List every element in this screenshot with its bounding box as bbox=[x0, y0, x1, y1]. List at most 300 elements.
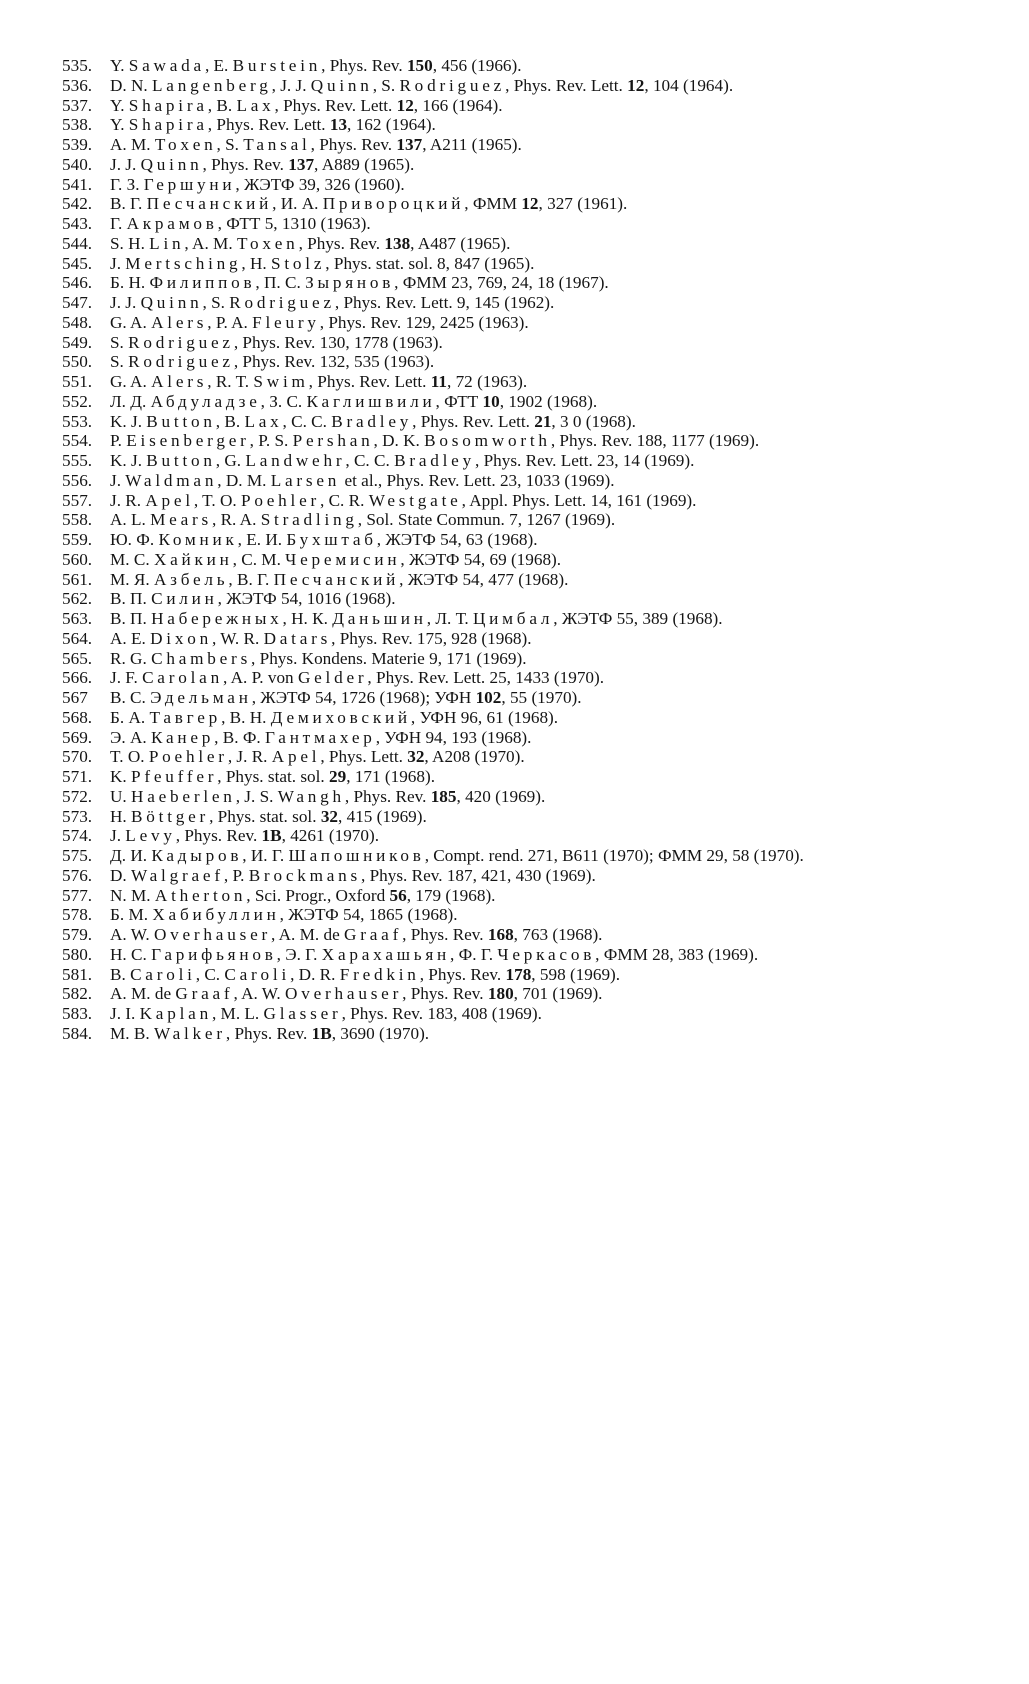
citation-text: , Phys. Rev. bbox=[225, 1023, 312, 1043]
author-surname: Rodriguez bbox=[229, 293, 335, 312]
volume-number: 137 bbox=[288, 154, 315, 174]
author-surname: Песчанский bbox=[273, 569, 400, 589]
author-surname: Apel bbox=[145, 490, 194, 510]
reference-text bbox=[110, 96, 972, 116]
author-surname: Привороцкий bbox=[322, 194, 465, 214]
citation-text: Б. А. bbox=[110, 707, 150, 727]
citation-text: М. С. bbox=[110, 549, 154, 569]
citation-text: , Phys. Rev. bbox=[402, 925, 488, 944]
citation-text: , S. bbox=[216, 135, 244, 154]
citation-text: , Phys. stat. sol. bbox=[209, 806, 321, 826]
reference-text bbox=[110, 688, 972, 708]
reference-number: 560. bbox=[62, 549, 93, 569]
reference-text bbox=[110, 589, 972, 609]
reference-text bbox=[110, 767, 972, 787]
reference-text bbox=[110, 372, 972, 392]
author-surname: Atherton bbox=[154, 885, 247, 905]
author-surname: Mears bbox=[150, 510, 212, 530]
reference-text bbox=[110, 333, 972, 353]
citation-text: J. bbox=[110, 826, 126, 846]
reference-number: 550. bbox=[62, 352, 93, 372]
citation-text: , A. M. de bbox=[271, 925, 345, 944]
citation-text: , Phys. Rev. Lett. bbox=[412, 411, 535, 431]
reference-text bbox=[110, 708, 972, 728]
author-surname: Haeberlen bbox=[131, 786, 236, 806]
author-surname: Quinn bbox=[140, 293, 203, 312]
reference-text bbox=[110, 550, 972, 570]
reference-text bbox=[110, 412, 972, 432]
reference-entry bbox=[62, 708, 972, 728]
citation-text: D. bbox=[110, 865, 132, 885]
citation-text: , ЖЭТФ 54, 1016 (1968). bbox=[217, 589, 396, 609]
citation-text: , В. Н. bbox=[221, 707, 271, 727]
citation-text: , Phys. Rev. bbox=[175, 826, 262, 846]
citation-text: Ю. Ф. bbox=[110, 530, 159, 549]
citation-text: , Phys. Lett. bbox=[320, 747, 408, 767]
citation-text: , C. C. bbox=[282, 411, 332, 431]
citation-text: , Phys. Rev. Lett. 23, 14 (1969). bbox=[474, 451, 695, 470]
reference-number: 578. bbox=[62, 905, 93, 925]
citation-text: , Phys. Rev. 175, 928 (1968). bbox=[331, 628, 532, 648]
author-surname: Канер bbox=[150, 727, 215, 747]
citation-text: , Ф. Г. bbox=[450, 944, 498, 964]
author-surname: Walgraef bbox=[131, 865, 224, 885]
reference-text bbox=[110, 807, 972, 827]
citation-text: , В. Ф. bbox=[214, 727, 265, 747]
author-surname: Lin bbox=[149, 233, 185, 253]
author-surname: Lax bbox=[236, 95, 275, 115]
author-surname: Песчанский bbox=[146, 194, 273, 214]
citation-text: , И. Г. bbox=[242, 846, 289, 865]
reference-number: 569. bbox=[62, 727, 93, 747]
citation-text: , Phys. Rev. bbox=[310, 135, 397, 154]
author-surname: Хабибуллин bbox=[152, 905, 280, 925]
citation-text: , ЖЭТФ 54, 69 (1968). bbox=[400, 549, 562, 569]
citation-text: , ФТТ 5, 1310 (1963). bbox=[217, 214, 371, 233]
reference-entry bbox=[62, 431, 972, 451]
author-surname: Glasser bbox=[263, 1004, 342, 1023]
author-surname: Bradley bbox=[394, 451, 475, 470]
citation-text: , Л. Т. bbox=[426, 609, 473, 628]
author-surname: Бухштаб bbox=[286, 530, 377, 549]
volume-number: 137 bbox=[396, 135, 423, 154]
reference-entry bbox=[62, 787, 972, 807]
citation-text: , R. T. bbox=[207, 372, 254, 391]
citation-text: , Phys. stat. sol. 8, 847 (1965). bbox=[325, 253, 535, 273]
author-surname: Böttger bbox=[131, 806, 210, 826]
citation-text: , C. C. bbox=[345, 451, 395, 470]
citation-text: , ФТТ bbox=[435, 391, 483, 411]
volume-number: 10 bbox=[482, 391, 500, 411]
reference-entry bbox=[62, 392, 972, 412]
citation-text: , S. bbox=[372, 75, 400, 95]
citation-text: , 72 (1963). bbox=[446, 372, 528, 391]
author-surname: Набережных bbox=[151, 609, 283, 628]
reference-number: 572. bbox=[62, 786, 93, 806]
author-surname: Burstein bbox=[232, 56, 322, 75]
reference-number: 580. bbox=[62, 944, 93, 964]
citation-text: R. G. bbox=[110, 648, 152, 668]
citation-text: Г. bbox=[110, 214, 127, 233]
citation-text: Б. М. bbox=[110, 905, 153, 925]
citation-text: D. N. bbox=[110, 75, 153, 95]
citation-text: , Phys. Rev. 188, 1177 (1969). bbox=[550, 431, 760, 451]
citation-text: , G. bbox=[215, 451, 246, 470]
author-surname: Тавгер bbox=[149, 707, 222, 727]
author-surname: Fredkin bbox=[339, 964, 420, 984]
citation-text: , Phys. Rev. 183, 408 (1969). bbox=[341, 1004, 542, 1023]
reference-number: 538. bbox=[62, 115, 93, 135]
reference-text bbox=[110, 431, 972, 451]
reference-number: 554. bbox=[62, 431, 93, 451]
reference-text bbox=[110, 965, 972, 985]
author-surname: Даньшин bbox=[332, 609, 427, 628]
volume-number: 56 bbox=[389, 885, 407, 905]
author-surname: Pershan bbox=[292, 431, 374, 451]
author-surname: Caroli bbox=[224, 964, 291, 984]
reference-number: 571. bbox=[62, 767, 93, 786]
reference-entry bbox=[62, 293, 972, 313]
citation-text: , Phys. Rev. bbox=[321, 56, 407, 75]
reference-number: 535. bbox=[62, 56, 93, 75]
citation-text: Д. И. bbox=[110, 846, 152, 865]
reference-number: 556. bbox=[62, 470, 93, 490]
citation-text: , П. С. bbox=[255, 273, 306, 293]
reference-text bbox=[110, 846, 972, 866]
reference-text bbox=[110, 194, 972, 214]
reference-number: 548. bbox=[62, 312, 93, 332]
author-surname: Комник bbox=[158, 530, 238, 549]
citation-text: , Э. Г. bbox=[276, 944, 322, 964]
reference-text bbox=[110, 668, 972, 688]
citation-text: A. E. bbox=[110, 628, 151, 648]
citation-text: , Phys. Rev. 130, 1778 (1963). bbox=[233, 332, 443, 352]
author-surname: Демиховский bbox=[270, 707, 411, 727]
reference-entry bbox=[62, 76, 972, 96]
reference-number: 543. bbox=[62, 214, 93, 233]
reference-entry bbox=[62, 333, 972, 353]
volume-number: 1B bbox=[311, 1023, 332, 1043]
citation-text: , Phys. Rev. bbox=[419, 964, 506, 984]
author-surname: Tansal bbox=[243, 135, 311, 154]
reference-entry bbox=[62, 451, 972, 471]
reference-number: 544. bbox=[62, 233, 93, 253]
author-surname: Apel bbox=[271, 747, 321, 767]
citation-text: , Е. И. bbox=[237, 530, 287, 549]
reference-entry bbox=[62, 570, 972, 590]
reference-text bbox=[110, 76, 972, 96]
author-surname: Levy bbox=[125, 826, 176, 846]
reference-number: 574. bbox=[62, 826, 93, 846]
volume-number: 29 bbox=[329, 767, 347, 786]
reference-number: 547. bbox=[62, 293, 93, 312]
citation-text: , Compt. rend. 271, B611 (1970); ФММ 29, 58 (1970). bbox=[424, 846, 804, 865]
citation-text: , УФН 94, 193 (1968). bbox=[375, 727, 532, 747]
author-surname: Зырянов bbox=[305, 273, 395, 293]
author-surname: Overhauser bbox=[153, 925, 271, 944]
reference-number: 561. bbox=[62, 569, 93, 589]
volume-number: 12 bbox=[521, 194, 539, 214]
reference-text bbox=[110, 747, 972, 767]
citation-text: A. M. de bbox=[110, 984, 176, 1004]
citation-text: Л. Д. bbox=[110, 391, 151, 411]
volume-number: 32 bbox=[407, 747, 425, 767]
author-surname: Button bbox=[146, 451, 216, 470]
volume-number: 102 bbox=[475, 688, 502, 707]
reference-entry bbox=[62, 767, 972, 787]
citation-text: , B. bbox=[207, 95, 237, 115]
reference-text bbox=[110, 530, 972, 550]
citation-text: S. bbox=[110, 352, 129, 372]
reference-number: 546. bbox=[62, 273, 93, 293]
author-surname: Gelder bbox=[297, 668, 368, 688]
citation-text: , 598 (1969). bbox=[531, 964, 621, 984]
reference-number: 579. bbox=[62, 925, 93, 944]
reference-entry bbox=[62, 550, 972, 570]
citation-text: , C. R. bbox=[320, 490, 369, 510]
author-surname: Sawada bbox=[128, 56, 205, 75]
citation-text: , H. bbox=[241, 253, 272, 273]
reference-number: 551. bbox=[62, 372, 93, 391]
citation-text: , J. J. bbox=[271, 75, 311, 95]
reference-number: 576. bbox=[62, 865, 93, 885]
reference-number: 581. bbox=[62, 964, 93, 984]
citation-text: В. Г. bbox=[110, 194, 147, 214]
author-surname: Pfeuffer bbox=[131, 767, 218, 786]
reference-entry bbox=[62, 688, 972, 708]
citation-text: , 763 (1968). bbox=[513, 925, 603, 944]
citation-text: В. П. bbox=[110, 589, 152, 609]
citation-text: N. M. bbox=[110, 885, 155, 905]
citation-text: , З. С. bbox=[260, 391, 307, 411]
author-surname: Mertsching bbox=[125, 253, 242, 273]
citation-text: , 171 (1968). bbox=[346, 767, 436, 786]
volume-number: 12 bbox=[396, 95, 414, 115]
citation-text: , 327 (1961). bbox=[538, 194, 628, 214]
citation-text: , Phys. Rev. Lett. 9, 145 (1962). bbox=[334, 293, 555, 312]
citation-text: , A. M. bbox=[184, 233, 237, 253]
author-surname: Alers bbox=[151, 372, 208, 391]
citation-text: , 456 (1966). bbox=[432, 56, 522, 75]
volume-number: 12 bbox=[627, 75, 645, 95]
citation-text: , R. A. bbox=[211, 510, 261, 530]
author-surname: Carolan bbox=[142, 668, 223, 688]
reference-text bbox=[110, 451, 972, 471]
citation-text: В. С. bbox=[110, 688, 151, 707]
author-surname: Chambers bbox=[151, 648, 252, 668]
reference-entry bbox=[62, 826, 972, 846]
author-surname: Toxen bbox=[236, 233, 299, 253]
reference-text bbox=[110, 728, 972, 748]
reference-entry bbox=[62, 589, 972, 609]
citation-text: , D. K. bbox=[373, 431, 425, 451]
volume-number: 168 bbox=[487, 925, 514, 944]
citation-text: J. F. bbox=[110, 668, 143, 688]
author-surname: Шапошников bbox=[288, 846, 425, 865]
author-surname: Акрамов bbox=[126, 214, 218, 233]
reference-entry bbox=[62, 925, 972, 945]
citation-text: , Phys. Kondens. Materie 9, 171 (1969). bbox=[251, 648, 527, 668]
citation-text: , 701 (1969). bbox=[513, 984, 603, 1004]
volume-number: 13 bbox=[329, 115, 348, 135]
reference-entry bbox=[62, 984, 972, 1004]
citation-text: , Phys. Rev. bbox=[402, 984, 488, 1004]
reference-text bbox=[110, 234, 972, 254]
volume-number: 32 bbox=[320, 806, 338, 826]
reference-number: 566. bbox=[62, 668, 93, 688]
reference-entry bbox=[62, 155, 972, 175]
citation-text: М. Я. bbox=[110, 569, 154, 589]
reference-number: 541. bbox=[62, 174, 93, 194]
reference-entry bbox=[62, 115, 972, 135]
author-surname: Button bbox=[146, 411, 216, 431]
reference-number: 582. bbox=[62, 984, 93, 1004]
citation-text: , ЖЭТФ 55, 389 (1968). bbox=[553, 609, 723, 628]
citation-text: Y. bbox=[110, 56, 129, 75]
author-surname: Shapira bbox=[128, 115, 208, 135]
reference-entry bbox=[62, 56, 972, 76]
reference-entry bbox=[62, 747, 972, 767]
reference-number: 568. bbox=[62, 707, 93, 727]
citation-text: J. I. bbox=[110, 1004, 140, 1023]
author-surname: Westgate bbox=[368, 490, 462, 510]
author-surname: Quinn bbox=[140, 154, 203, 174]
reference-text bbox=[110, 905, 972, 925]
reference-text bbox=[110, 866, 972, 886]
author-surname: Brockmans bbox=[248, 865, 362, 885]
citation-text: , Н. К. bbox=[282, 609, 333, 628]
citation-text: P. bbox=[110, 431, 127, 451]
reference-entry bbox=[62, 491, 972, 511]
author-surname: Гершуни bbox=[143, 174, 236, 194]
reference-number: 558. bbox=[62, 510, 93, 530]
reference-text bbox=[110, 984, 972, 1004]
citation-text: , Phys. Rev. bbox=[344, 786, 431, 806]
reference-number: 559. bbox=[62, 530, 93, 549]
reference-text bbox=[110, 313, 972, 333]
author-surname: Гарифьянов bbox=[151, 944, 277, 964]
citation-text: J. bbox=[110, 470, 126, 490]
citation-text: B. bbox=[110, 964, 131, 984]
author-surname: Datars bbox=[263, 628, 332, 648]
reference-entry bbox=[62, 273, 972, 293]
citation-text: Y. bbox=[110, 115, 129, 135]
reference-number: 564. bbox=[62, 628, 93, 648]
citation-text: , 420 (1969). bbox=[456, 786, 546, 806]
citation-text: , ЖЭТФ 54, 63 (1968). bbox=[376, 530, 538, 549]
reference-number: 537. bbox=[62, 95, 93, 115]
reference-number: 583. bbox=[62, 1004, 93, 1023]
reference-text bbox=[110, 1024, 972, 1044]
citation-text: G. A. bbox=[110, 312, 152, 332]
author-surname: Lax bbox=[244, 411, 283, 431]
citation-text: Н. С. bbox=[110, 944, 152, 964]
author-surname: Rodriguez bbox=[399, 75, 506, 95]
author-surname: Кадыров bbox=[151, 846, 243, 865]
volume-number: 1B bbox=[261, 826, 282, 846]
reference-entry bbox=[62, 866, 972, 886]
citation-text: , Phys. Rev. 132, 535 (1963). bbox=[233, 352, 435, 372]
reference-text bbox=[110, 629, 972, 649]
reference-entry bbox=[62, 96, 972, 116]
author-surname: Kaplan bbox=[139, 1004, 212, 1023]
citation-text: G. A. bbox=[110, 372, 152, 391]
reference-number: 567 bbox=[62, 688, 88, 707]
reference-list bbox=[62, 56, 972, 1044]
citation-text: , Phys. Rev. Lett. 25, 1433 (1970). bbox=[367, 668, 605, 688]
reference-entry bbox=[62, 135, 972, 155]
citation-text: S. H. bbox=[110, 233, 150, 253]
citation-text: K. J. bbox=[110, 451, 147, 470]
author-surname: Цимбал bbox=[472, 609, 554, 628]
reference-number: 563. bbox=[62, 609, 93, 628]
author-surname: Poehler bbox=[148, 747, 228, 767]
reference-entry bbox=[62, 352, 972, 372]
citation-text: , 3 0 (1968). bbox=[551, 411, 636, 431]
citation-text: , P. A. bbox=[207, 312, 253, 332]
citation-text: , ЖЭТФ 39, 326 (1960). bbox=[235, 174, 405, 194]
volume-number: 150 bbox=[406, 56, 433, 75]
reference-number: 545. bbox=[62, 253, 93, 273]
reference-text bbox=[110, 135, 972, 155]
citation-text: , D. R. bbox=[290, 964, 340, 984]
volume-number: 178 bbox=[505, 964, 532, 984]
citation-text: , J. R. bbox=[227, 747, 272, 767]
reference-entry bbox=[62, 728, 972, 748]
author-surname: Shapira bbox=[128, 95, 208, 115]
author-surname: Филиппов bbox=[149, 273, 256, 293]
reference-entry bbox=[62, 412, 972, 432]
reference-entry bbox=[62, 313, 972, 333]
reference-entry bbox=[62, 194, 972, 214]
citation-text: , 104 (1964). bbox=[644, 75, 734, 95]
citation-text: Э. А. bbox=[110, 727, 151, 747]
reference-text bbox=[110, 56, 972, 76]
citation-text: , ЖЭТФ 54, 477 (1968). bbox=[399, 569, 569, 589]
reference-number: 542. bbox=[62, 194, 93, 214]
reference-number: 575. bbox=[62, 846, 93, 865]
citation-text: , Sci. Progr., Oxford bbox=[246, 885, 390, 905]
citation-text: , E. bbox=[204, 56, 233, 75]
reference-number: 557. bbox=[62, 490, 93, 510]
citation-text: , 1902 (1968). bbox=[499, 391, 598, 411]
citation-text: , 162 (1964). bbox=[347, 115, 436, 135]
citation-text: , W. R. bbox=[212, 628, 264, 648]
author-surname: Graaf bbox=[175, 984, 234, 1004]
citation-text: , ЖЭТФ 54, 1865 (1968). bbox=[279, 905, 458, 925]
author-surname: Гантмахер bbox=[265, 727, 376, 747]
author-surname: Rodriguez bbox=[128, 352, 234, 372]
reference-text bbox=[110, 273, 972, 293]
author-surname: Хайкин bbox=[153, 549, 233, 569]
citation-text: , Phys. Rev. Lett. bbox=[308, 372, 431, 391]
citation-text: U. bbox=[110, 786, 132, 806]
author-surname: Эдельман bbox=[150, 688, 252, 707]
citation-text: , В. Г. bbox=[228, 569, 274, 589]
volume-number: 21 bbox=[534, 411, 552, 431]
citation-text: T. O. bbox=[110, 747, 149, 767]
author-surname: Eisenberger bbox=[126, 431, 250, 451]
citation-text: , S. bbox=[202, 293, 230, 312]
reference-entry bbox=[62, 372, 972, 392]
reference-entry bbox=[62, 471, 972, 491]
reference-text bbox=[110, 293, 972, 313]
citation-text: , УФН 96, 61 (1968). bbox=[410, 707, 559, 727]
reference-text bbox=[110, 886, 972, 906]
citation-text: J. R. bbox=[110, 490, 146, 510]
citation-text: H. bbox=[110, 806, 132, 826]
reference-number: 549. bbox=[62, 332, 93, 352]
